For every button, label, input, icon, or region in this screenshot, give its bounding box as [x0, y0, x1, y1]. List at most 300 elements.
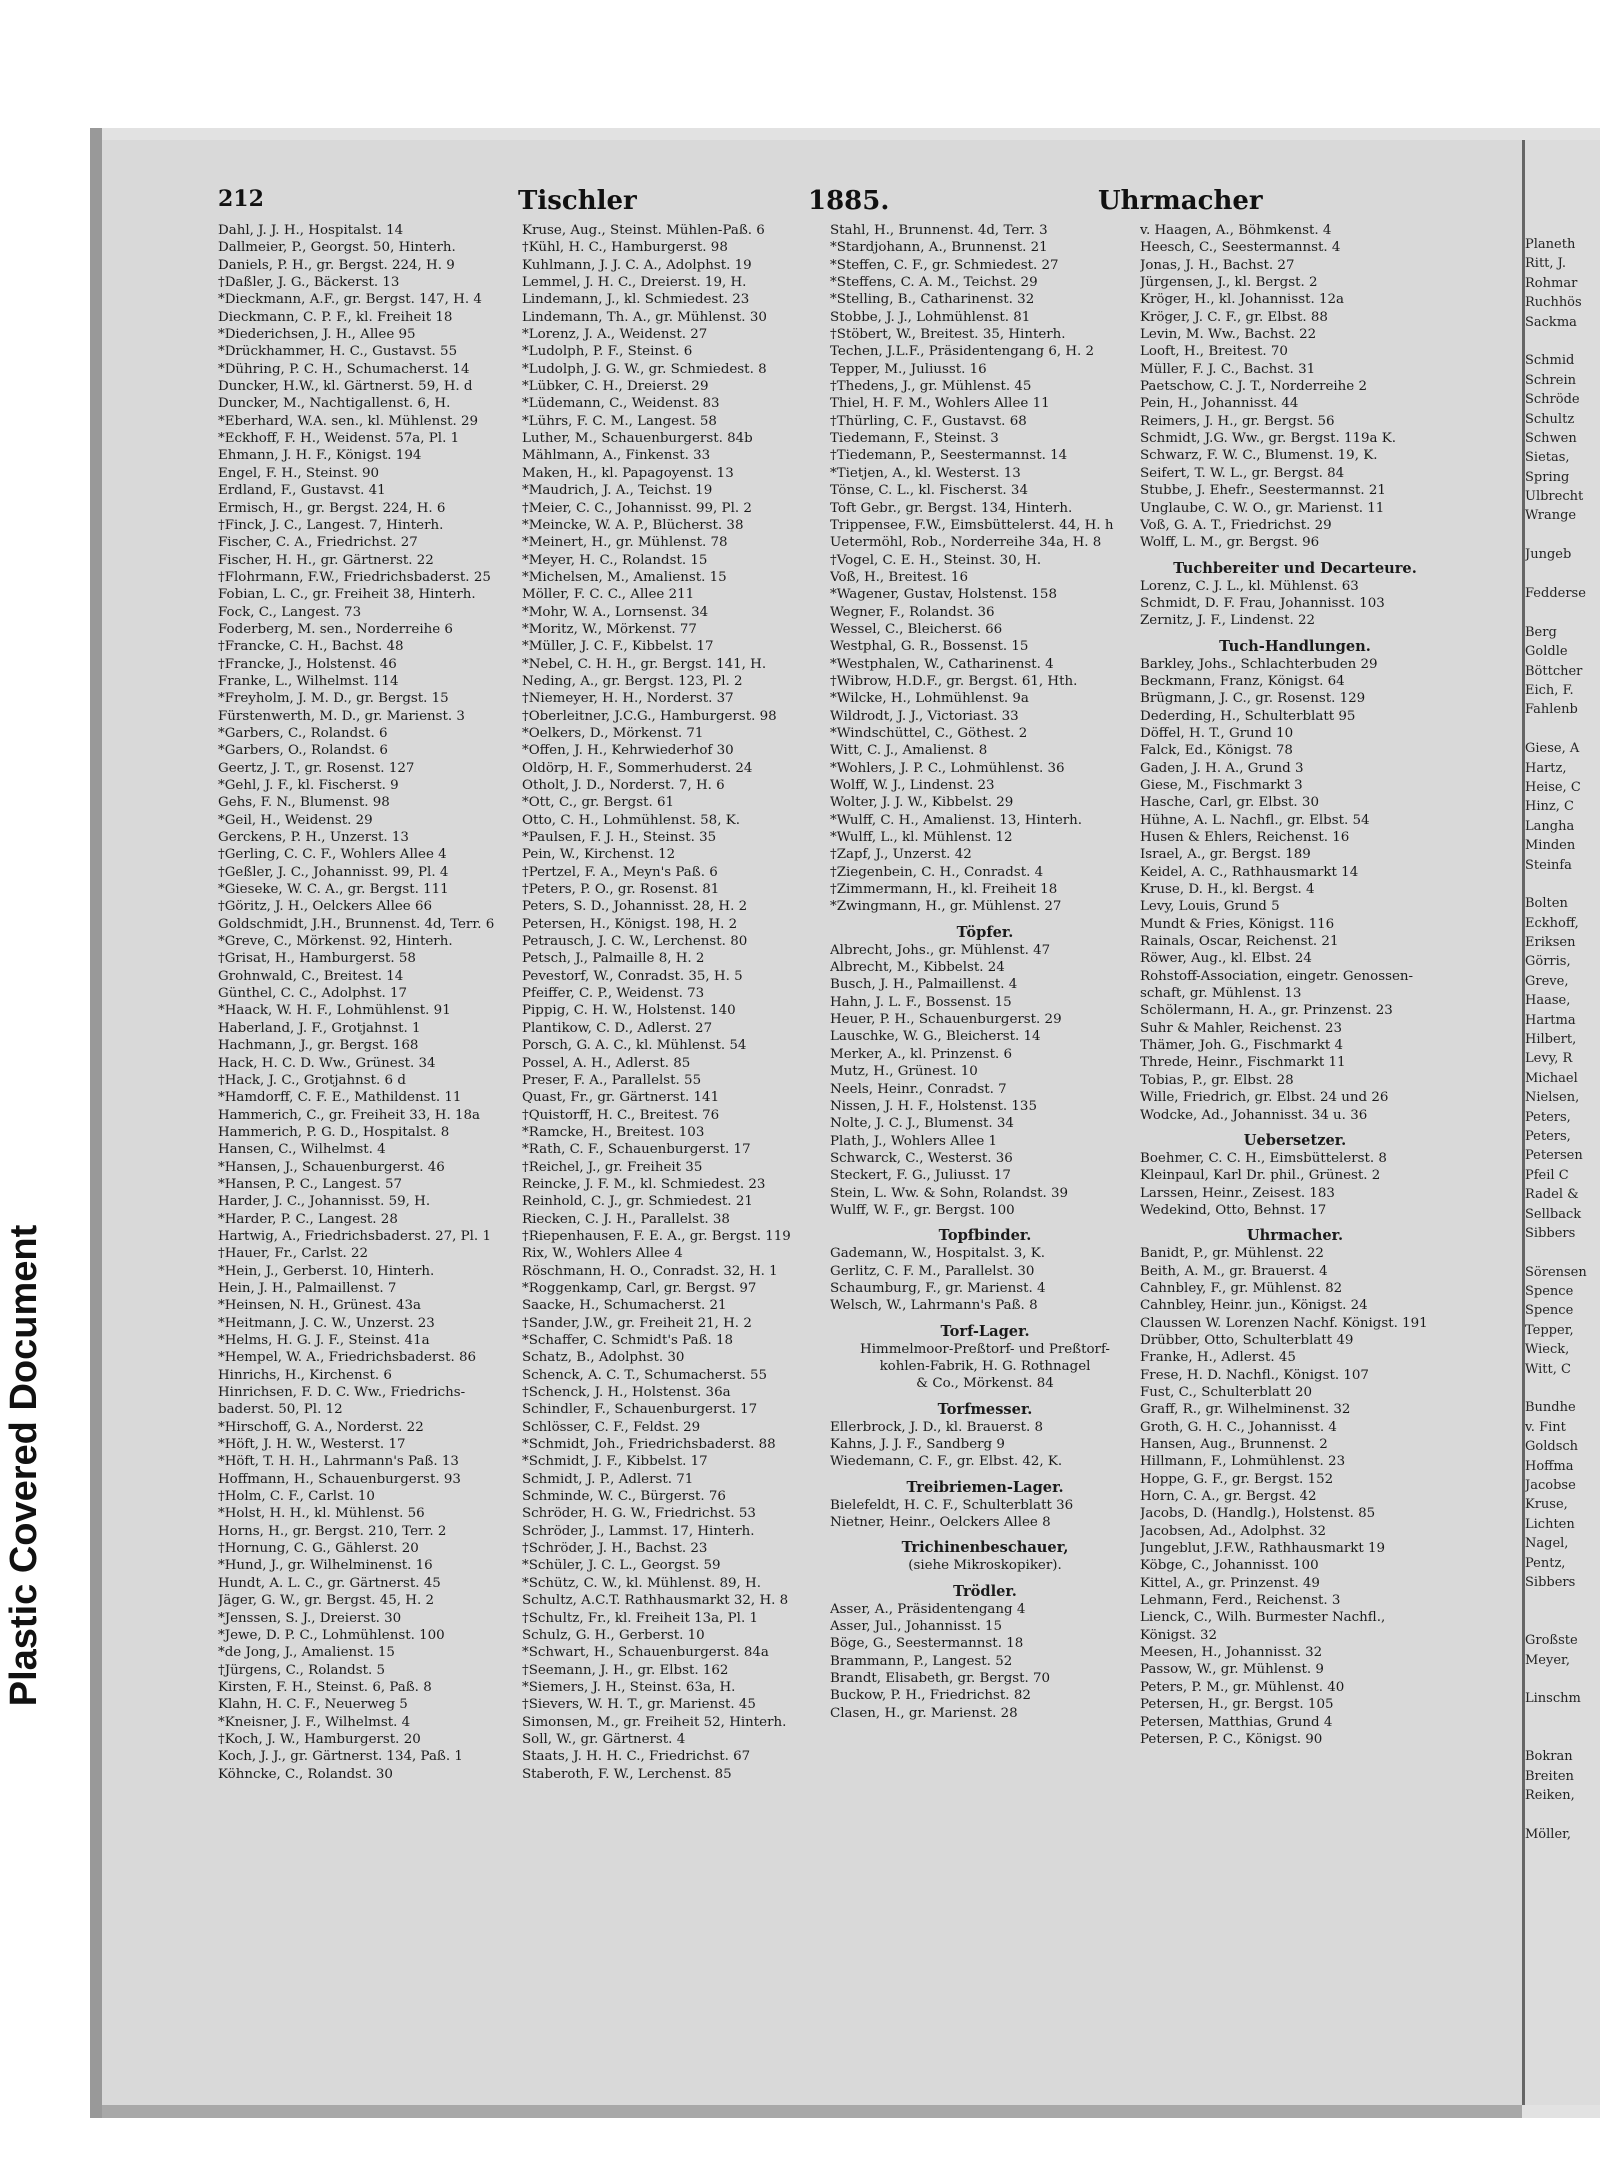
directory-entry: †Quistorff, H. C., Breitest. 76: [522, 1107, 720, 1123]
directory-entry: *Höft, T. H. H., Lahrmann's Paß. 13: [218, 1454, 459, 1470]
directory-entry: Techen, J.L.F., Präsidentengang 6, H. 2: [830, 344, 1095, 360]
strip-fragment: Eich, F.: [1525, 682, 1574, 698]
strip-fragment: Hoffma: [1525, 1458, 1574, 1474]
directory-entry: Gehs, F. N., Blumenst. 98: [218, 795, 390, 811]
directory-entry: *Helms, H. G. J. F., Steinst. 41a: [218, 1333, 430, 1348]
directory-entry: *Wilcke, H., Lohmühlenst. 9a: [830, 691, 1029, 707]
directory-entry: Lienck, C., Wilh. Burmester Nachfl.,: [1140, 1610, 1386, 1626]
strip-fragment: Schultz: [1525, 411, 1575, 427]
strip-fragment: Sackma: [1525, 314, 1577, 330]
directory-entry: Frese, H. D. Nachfl., Königst. 107: [1140, 1367, 1369, 1383]
directory-entry: Suhr & Mahler, Reichenst. 23: [1140, 1020, 1342, 1036]
directory-entry: †Hack, J. C., Grotjahnst. 6 d: [218, 1072, 406, 1088]
strip-fragment: Möller,: [1525, 1827, 1572, 1843]
strip-fragment: Lichten: [1525, 1516, 1575, 1532]
directory-entry: Mundt & Fries, Königst. 116: [1140, 916, 1335, 932]
directory-entry: *Jenssen, S. J., Dreierst. 30: [218, 1610, 402, 1626]
directory-entry: *Ludolph, J. G. W., gr. Schmiedest. 8: [522, 361, 767, 377]
directory-entry: Claussen W. Lorenzen Nachf. Königst. 191: [1140, 1315, 1428, 1331]
directory-entry: Barkley, Johs., Schlachterbuden 29: [1140, 656, 1378, 672]
directory-entry: †Holm, C. F., Carlst. 10: [218, 1489, 375, 1505]
directory-entry: Dederding, H., Schulterblatt 95: [1140, 708, 1356, 724]
directory-entry: Grohnwald, C., Breitest. 14: [218, 968, 404, 984]
directory-entry: Plantikow, C. D., Adlerst. 27: [522, 1020, 713, 1036]
directory-entry: Fock, C., Langest. 73: [218, 604, 362, 620]
directory-entry: *Schmidt, Joh., Friedrichsbaderst. 88: [522, 1437, 776, 1453]
directory-entry: Stobbe, J. J., Lohmühlenst. 81: [830, 309, 1031, 325]
directory-entry: *Dühring, P. C. H., Schumacherst. 14: [218, 361, 470, 377]
directory-entry: Petsch, J., Palmaille 8, H. 2: [522, 951, 705, 967]
directory-entry: *Wulff, L., kl. Mühlenst. 12: [830, 830, 1013, 846]
directory-entry: Goldschmidt, J.H., Brunnenst. 4d, Terr. 6: [218, 916, 495, 932]
side-label: [0, 1120, 53, 1810]
directory-entry: Oldörp, H. F., Sommerhuderst. 24: [522, 760, 753, 776]
directory-entry: Wiedemann, C. F., gr. Elbst. 42, K.: [830, 1454, 1063, 1470]
directory-entry: *Ott, C., gr. Bergst. 61: [522, 795, 675, 811]
page-shadow: [102, 2105, 1522, 2118]
strip-fragment: Ruchhös: [1525, 295, 1582, 311]
directory-entry: Clasen, H., gr. Marienst. 28: [830, 1705, 1018, 1721]
directory-entry: *Geil, H., Weidenst. 29: [218, 812, 373, 828]
strip-fragment: [1525, 875, 1600, 894]
directory-entry: Tobias, P., gr. Elbst. 28: [1140, 1072, 1294, 1088]
directory-entry: Toft Gebr., gr. Bergst. 134, Hinterh.: [830, 500, 1073, 516]
strip-fragment: Nielsen,: [1525, 1090, 1580, 1106]
section-heading: Uhrmacher.: [1246, 1227, 1344, 1245]
directory-entry: *Müller, J. C. F., Kibbelst. 17: [522, 639, 714, 655]
strip-fragment: Levy, R: [1525, 1051, 1573, 1067]
directory-entry: Rohstoff-Association, eingetr. Genossen-: [1140, 968, 1414, 984]
directory-entry: Beith, A. M., gr. Brauerst. 4: [1140, 1263, 1328, 1279]
strip-fragment: Wieck,: [1525, 1342, 1570, 1358]
directory-entry: Horns, H., gr. Bergst. 210, Terr. 2: [218, 1523, 447, 1539]
strip-fragment: Großste: [1525, 1633, 1578, 1649]
strip-fragment: Pfeil C: [1525, 1167, 1569, 1183]
strip-fragment: Radel &: [1525, 1187, 1579, 1203]
strip-fragment: Sörensen: [1525, 1264, 1587, 1280]
directory-entry: Schmidt, J.G. Ww., gr. Bergst. 119a K.: [1140, 431, 1397, 447]
directory-entry: Staberoth, F. W., Lerchenst. 85: [522, 1766, 732, 1782]
directory-entry: Riecken, C. J. H., Parallelst. 38: [522, 1211, 730, 1227]
directory-entry: Schultz, A.C.T. Rathhausmarkt 32, H. 8: [522, 1593, 789, 1609]
directory-entry: Tönse, C. L., kl. Fischerst. 34: [830, 483, 1028, 499]
strip-fragment: Kruse,: [1525, 1497, 1568, 1513]
header-year: 1885.: [808, 186, 890, 216]
directory-entry: Wulff, W. F., gr. Bergst. 100: [830, 1202, 1015, 1218]
directory-entry: Pein, W., Kirchenst. 12: [522, 847, 676, 863]
directory-entry: †Thedens, J., gr. Mühlenst. 45: [830, 379, 1032, 395]
directory-entry: Nissen, J. H. F., Holstenst. 135: [830, 1098, 1037, 1114]
directory-entry: Albrecht, Johs., gr. Mühlenst. 47: [830, 942, 1051, 958]
directory-entry: Schölermann, H. A., gr. Prinzenst. 23: [1140, 1003, 1393, 1019]
directory-entry: †Daßler, J. G., Bäckerst. 13: [218, 275, 400, 291]
directory-entry: *Windschüttel, C., Göthest. 2: [830, 725, 1028, 741]
directory-entry: *Schütz, C. W., kl. Mühlenst. 89, H.: [522, 1575, 761, 1591]
directory-entry: Kirsten, F. H., Steinst. 6, Paß. 8: [218, 1679, 432, 1695]
directory-entry: Königst. 32: [1140, 1627, 1217, 1643]
directory-entry: Plath, J., Wohlers Allee 1: [830, 1133, 998, 1149]
section-heading: Trödler.: [953, 1582, 1017, 1600]
directory-entry: Hundt, A. L. C., gr. Gärtnerst. 45: [218, 1575, 441, 1591]
directory-entry: Schröder, H. G. W., Friedrichst. 53: [522, 1506, 756, 1522]
directory-entry: Röwer, Aug., kl. Elbst. 24: [1140, 951, 1312, 967]
directory-entry: Pein, H., Johannisst. 44: [1140, 396, 1299, 412]
directory-entry: Lindemann, Th. A., gr. Mühlenst. 30: [522, 309, 767, 325]
directory-entry: Müller, F. J. C., Bachst. 31: [1140, 361, 1316, 377]
directory-entry: Köbge, C., Johannisst. 100: [1140, 1558, 1319, 1574]
directory-entry: Hoffmann, H., Schauenburgerst. 93: [218, 1471, 461, 1487]
directory-entry: *Offen, J. H., Kehrwiederhof 30: [522, 743, 734, 759]
directory-entry: Brammann, P., Langest. 52: [830, 1653, 1013, 1669]
directory-entry: *Schmidt, J. F., Kibbelst. 17: [522, 1454, 708, 1470]
section-heading: Treibriemen-Lager.: [906, 1478, 1064, 1496]
directory-entry: Lemmel, J. H. C., Dreierst. 19, H.: [522, 275, 747, 291]
directory-entry: *Greve, C., Mörkenst. 92, Hinterh.: [218, 934, 453, 950]
column-4: [1140, 222, 1450, 1748]
directory-entry: *Ramcke, H., Breitest. 103: [522, 1124, 705, 1140]
directory-entry: Ellerbrock, J. D., kl. Brauerst. 8: [830, 1419, 1044, 1435]
directory-entry: Jacobsen, Ad., Adolphst. 32: [1140, 1523, 1327, 1539]
strip-fragment: Berg: [1525, 624, 1557, 640]
directory-entry: Wedekind, Otto, Behnst. 17: [1140, 1202, 1327, 1218]
directory-entry: Falck, Ed., Königst. 78: [1140, 743, 1293, 759]
directory-entry: Maken, H., kl. Papagoyenst. 13: [522, 465, 734, 481]
directory-entry: *Eberhard, W.A. sen., kl. Mühlenst. 29: [218, 413, 479, 429]
section-heading: Torf-Lager.: [940, 1322, 1030, 1340]
strip-fragment: Witt, C: [1525, 1361, 1571, 1377]
directory-entry: Böge, G., Seestermannst. 18: [830, 1636, 1024, 1652]
directory-entry: *Maudrich, J. A., Teichst. 19: [522, 483, 713, 499]
directory-entry: Hillmann, F., Lohmühlenst. 23: [1140, 1454, 1346, 1470]
strip-fragment: Schrein: [1525, 372, 1576, 388]
directory-entry: *Stardjohann, A., Brunnenst. 21: [830, 240, 1048, 256]
strip-fragment: Bokran: [1525, 1749, 1573, 1765]
directory-entry: *Ludolph, P. F., Steinst. 6: [522, 344, 693, 360]
directory-entry: Köhncke, C., Rolandst. 30: [218, 1766, 393, 1782]
strip-fragment: [1525, 1670, 1600, 1689]
directory-entry: *Garbers, O., Rolandst. 6: [218, 743, 388, 759]
directory-entry: Larssen, Heinr., Zeisest. 183: [1140, 1185, 1335, 1201]
directory-entry: *Schaffer, C. Schmidt's Paß. 18: [522, 1333, 734, 1348]
directory-entry: Hammerich, P. G. D., Hospitalst. 8: [218, 1124, 450, 1140]
directory-entry: Threde, Heinr., Fischmarkt 11: [1140, 1055, 1346, 1071]
directory-entry: Otto, C. H., Lohmühlenst. 58, K.: [522, 812, 740, 828]
directory-entry: Brandt, Elisabeth, gr. Bergst. 70: [830, 1671, 1051, 1687]
directory-entry: †Finck, J. C., Langest. 7, Hinterh.: [218, 517, 444, 533]
directory-entry: Thiel, H. F. M., Wohlers Allee 11: [830, 396, 1050, 412]
directory-entry: *Wulff, C. H., Amalienst. 13, Hinterh.: [830, 812, 1083, 828]
directory-entry: Luther, M., Schauenburgerst. 84b: [522, 431, 753, 447]
directory-entry: Reimers, J. H., gr. Bergst. 56: [1140, 413, 1335, 429]
directory-entry: *Hamdorff, C. F. E., Mathildenst. 11: [218, 1090, 462, 1106]
directory-entry: *Drückhammer, H. C., Gustavst. 55: [218, 344, 458, 360]
directory-entry: Jungeblut, J.F.W., Rathhausmarkt 19: [1140, 1541, 1386, 1557]
directory-entry: Zernitz, J. F., Lindenst. 22: [1140, 613, 1316, 629]
directory-entry: Haberland, J. F., Grotjahnst. 1: [218, 1020, 421, 1036]
section-note: & Co., Mörkenst. 84: [916, 1376, 1054, 1392]
directory-entry: Hein, J. H., Palmaillenst. 7: [218, 1280, 397, 1296]
directory-entry: *Hansen, J., Schauenburgerst. 46: [218, 1159, 445, 1175]
strip-fragment: Haase,: [1525, 993, 1571, 1009]
directory-entry: Seifert, T. W. L., gr. Bergst. 84: [1140, 465, 1345, 481]
directory-entry: Steckert, F. G., Juliusst. 17: [830, 1168, 1011, 1184]
directory-entry: Jonas, J. H., Bachst. 27: [1140, 257, 1295, 273]
directory-entry: *Hempel, W. A., Friedrichsbaderst. 86: [218, 1350, 477, 1366]
directory-entry: Thämer, Joh. G., Fischmarkt 4: [1140, 1038, 1344, 1054]
directory-entry: Possel, A. H., Adlerst. 85: [522, 1055, 691, 1071]
section-heading: Trichinenbeschauer,: [901, 1539, 1069, 1557]
directory-entry: Kruse, Aug., Steinst. Mühlen-Paß. 6: [522, 223, 765, 238]
directory-entry: Pfeiffer, C. P., Weidenst. 73: [522, 986, 705, 1002]
directory-entry: Wille, Friedrich, gr. Elbst. 24 und 26: [1140, 1090, 1389, 1106]
directory-entry: †Meier, C. C., Johannisst. 99, Pl. 2: [522, 500, 752, 516]
directory-entry: *Steffen, C. F., gr. Schmiedest. 27: [830, 257, 1059, 273]
directory-entry: Foderberg, M. sen., Norderreihe 6: [218, 621, 453, 637]
directory-entry: Buckow, P. H., Friedrichst. 82: [830, 1688, 1031, 1704]
strip-fragment: Planeth: [1525, 237, 1576, 252]
directory-entry: †Riepenhausen, F. E. A., gr. Bergst. 119: [522, 1228, 791, 1244]
strip-fragment: Goldle: [1525, 644, 1568, 660]
directory-entry: Dallmeier, P., Georgst. 50, Hinterh.: [218, 240, 456, 256]
column-1: [218, 222, 528, 1783]
next-page-strip: [1525, 140, 1600, 2105]
section-note: kohlen-Fabrik, H. G. Rothnagel: [879, 1358, 1091, 1374]
directory-entry: Tepper, M., Juliusst. 16: [830, 361, 987, 377]
directory-entry: Mählmann, A., Finkenst. 33: [522, 448, 711, 464]
directory-entry: †Sievers, W. H. T., gr. Marienst. 45: [522, 1697, 756, 1713]
section-heading: Tuch-Handlungen.: [1219, 637, 1371, 655]
directory-entry: Nolte, J. C. J., Blumenst. 34: [830, 1116, 1014, 1132]
directory-entry: *Tietjen, A., kl. Westerst. 13: [830, 465, 1021, 481]
directory-entry: *Wagener, Gustav, Holstenst. 158: [830, 587, 1057, 603]
directory-entry: *Holst, H. H., kl. Mühlenst. 56: [218, 1506, 425, 1522]
header-right-title: Uhrmacher: [1098, 186, 1263, 216]
directory-entry: Rainals, Oscar, Reichenst. 21: [1140, 934, 1339, 950]
directory-entry: †Grisat, H., Hamburgerst. 58: [218, 951, 416, 967]
directory-entry: Graff, R., gr. Wilhelminenst. 32: [1140, 1402, 1351, 1418]
strip-fragment: Peters,: [1525, 1109, 1571, 1125]
directory-entry: Günthel, C. C., Adolphst. 17: [218, 986, 408, 1002]
directory-entry: *Zwingmann, H., gr. Mühlenst. 27: [830, 899, 1062, 915]
directory-entry: *Höft, J. H. W., Westerst. 17: [218, 1437, 406, 1453]
directory-entry: Otholt, J. D., Norderst. 7, H. 6: [522, 778, 725, 793]
strip-fragment: Eckhoff,: [1525, 915, 1579, 931]
section-heading: Uebersetzer.: [1243, 1131, 1347, 1149]
directory-entry: Boehmer, C. C. H., Eimsbüttelerst. 8: [1140, 1150, 1387, 1166]
directory-entry: Peters, P. M., gr. Mühlenst. 40: [1140, 1679, 1345, 1695]
directory-entry: *Lührs, F. C. M., Langest. 58: [522, 413, 717, 429]
section-heading: Tuchbereiter und Decarteure.: [1173, 559, 1417, 577]
page-header: [218, 186, 1448, 216]
strip-fragment: Fahlenb: [1525, 702, 1578, 718]
directory-entry: Reincke, J. F. M., kl. Schmiedest. 23: [522, 1176, 766, 1192]
directory-entry: Geertz, J. T., gr. Rosenst. 127: [218, 760, 415, 776]
strip-fragment: Giese, A: [1525, 741, 1580, 757]
directory-entry: †Schultz, Fr., kl. Freiheit 13a, Pl. 1: [522, 1610, 758, 1626]
directory-entry: Heuer, P. H., Schauenburgerst. 29: [830, 1012, 1062, 1028]
section-heading: Topfbinder.: [938, 1227, 1032, 1245]
strip-fragment: Wrange: [1525, 508, 1577, 524]
strip-fragment: Minden: [1525, 838, 1576, 854]
directory-entry: Mutz, H., Grünest. 10: [830, 1064, 978, 1080]
directory-entry: Fischer, C. A., Friedrichst. 27: [218, 535, 418, 551]
directory-entry: Albrecht, M., Kibbelst. 24: [830, 960, 1005, 976]
directory-entry: *Freyholm, J. M. D., gr. Bergst. 15: [218, 691, 449, 707]
directory-entry: Schwarz, F. W. C., Blumenst. 19, K.: [1140, 448, 1378, 464]
directory-entry: *Schüler, J. C. L., Georgst. 59: [522, 1558, 721, 1574]
directory-entry: †Schröder, J. H., Bachst. 23: [522, 1541, 708, 1557]
directory-entry: Hammerich, C., gr. Freiheit 33, H. 18a: [218, 1107, 480, 1123]
strip-fragment: Böttcher: [1525, 663, 1583, 679]
strip-fragment: [1525, 720, 1600, 739]
directory-entry: Bielefeldt, H. C. F., Schulterblatt 36: [830, 1497, 1074, 1513]
directory-entry: †Francke, J., Holstenst. 46: [218, 656, 397, 672]
directory-entry: Simonsen, M., gr. Freiheit 52, Hinterh.: [522, 1714, 787, 1730]
directory-entry: Cahnbley, Heinr. jun., Königst. 24: [1140, 1298, 1368, 1314]
directory-entry: baderst. 50, Pl. 12: [218, 1402, 343, 1418]
directory-entry: †Hauer, Fr., Carlst. 22: [218, 1246, 369, 1262]
directory-entry: †Zapf, J., Unzerst. 42: [830, 847, 972, 863]
directory-entry: Schulz, G. H., Gerberst. 10: [522, 1627, 705, 1643]
strip-fragment: [1525, 332, 1600, 351]
directory-entry: Wegner, F., Rolandst. 36: [830, 604, 995, 620]
directory-entry: *Lüdemann, C., Weidenst. 83: [522, 396, 720, 412]
directory-entry: †Jürgens, C., Rolandst. 5: [218, 1662, 386, 1678]
strip-fragment: Hilbert,: [1525, 1032, 1577, 1048]
directory-entry: v. Haagen, A., Böhmkenst. 4: [1140, 223, 1332, 238]
directory-entry: *Lübker, C. H., Dreierst. 29: [522, 379, 709, 395]
strip-fragment: Sibbers: [1525, 1225, 1576, 1241]
page-number: 212: [218, 186, 264, 212]
directory-entry: Porsch, G. A. C., kl. Mühlenst. 54: [522, 1038, 747, 1054]
directory-entry: *Wohlers, J. P. C., Lohmühlenst. 36: [830, 760, 1065, 776]
directory-entry: Petersen, P. C., Königst. 90: [1140, 1731, 1323, 1747]
directory-entry: Fust, C., Schulterblatt 20: [1140, 1384, 1313, 1400]
directory-entry: Fischer, H. H., gr. Gärtnerst. 22: [218, 552, 434, 568]
directory-entry: Soll, W., gr. Gärtnerst. 4: [522, 1731, 686, 1747]
directory-entry: Hasche, Carl, gr. Elbst. 30: [1140, 795, 1319, 811]
directory-entry: †Tiedemann, P., Seestermannst. 14: [830, 448, 1068, 464]
directory-entry: Döffel, H. T., Grund 10: [1140, 725, 1294, 741]
strip-fragment: Tepper,: [1525, 1322, 1574, 1338]
directory-entry: Levin, M. Ww., Bachst. 22: [1140, 327, 1317, 343]
directory-entry: Franke, H., Adlerst. 45: [1140, 1350, 1296, 1366]
directory-entry: *Gieseke, W. C. A., gr. Bergst. 111: [218, 882, 449, 898]
directory-entry: *Kneisner, J. F., Wilhelmst. 4: [218, 1714, 411, 1730]
directory-entry: *de Jong, J., Amalienst. 15: [218, 1645, 395, 1661]
section-heading: Töpfer.: [956, 923, 1014, 941]
strip-fragment: [1525, 1806, 1600, 1825]
strip-fragment: Görris,: [1525, 954, 1571, 970]
strip-fragment: Bolten: [1525, 896, 1568, 912]
strip-fragment: Fedderse: [1525, 586, 1586, 602]
directory-entry: Wolff, W. J., Lindenst. 23: [830, 778, 995, 793]
strip-fragment: Sibbers: [1525, 1574, 1576, 1590]
directory-entry: Hartwig, A., Friedrichsbaderst. 27, Pl. 1: [218, 1228, 491, 1244]
directory-entry: Asser, Jul., Johannisst. 15: [830, 1619, 1003, 1635]
directory-entry: Dahl, J. J. H., Hospitalst. 14: [218, 223, 404, 238]
section-note: (siehe Mikroskopiker).: [908, 1558, 1062, 1574]
directory-entry: *Heitmann, J. C. W., Unzerst. 23: [218, 1315, 435, 1331]
directory-entry: Merker, A., kl. Prinzenst. 6: [830, 1046, 1013, 1062]
directory-entry: †Geßler, J. C., Johannisst. 99, Pl. 4: [218, 864, 449, 880]
directory-entry: Looft, H., Breitest. 70: [1140, 344, 1288, 360]
directory-entry: *Heinsen, N. H., Grünest. 43a: [218, 1298, 422, 1314]
strip-fragment: Ritt, J.: [1525, 256, 1566, 272]
directory-entry: Voß, G. A. T., Friedrichst. 29: [1140, 517, 1332, 533]
directory-entry: Tiedemann, F., Steinst. 3: [830, 431, 999, 447]
directory-entry: Levy, Louis, Grund 5: [1140, 899, 1280, 915]
directory-entry: *Diederichsen, J. H., Allee 95: [218, 327, 416, 343]
directory-entry: †Schenck, J. H., Holstenst. 36a: [522, 1385, 731, 1401]
strip-fragment: Jungeb: [1525, 547, 1572, 563]
directory-entry: Schaumburg, F., gr. Marienst. 4: [830, 1280, 1046, 1296]
directory-entry: Kuhlmann, J. J. C. A., Adolphst. 19: [522, 257, 752, 273]
directory-entry: Israel, A., gr. Bergst. 189: [1140, 847, 1311, 863]
directory-entry: *Hein, J., Gerberst. 10, Hinterh.: [218, 1263, 435, 1279]
strip-fragment: Reiken,: [1525, 1788, 1575, 1804]
directory-entry: †Vogel, C. E. H., Steinst. 30, H.: [830, 552, 1042, 568]
directory-entry: Kleinpaul, Karl Dr. phil., Grünest. 2: [1140, 1168, 1381, 1184]
directory-entry: Quast, Fr., gr. Gärtnerst. 141: [522, 1090, 720, 1106]
directory-entry: *Rath, C. F., Schauenburgerst. 17: [522, 1142, 751, 1158]
strip-fragment: Spence: [1525, 1284, 1574, 1300]
directory-entry: *Moritz, W., Mörkenst. 77: [522, 621, 697, 637]
directory-entry: †Stöbert, W., Breitest. 35, Hinterh.: [830, 327, 1066, 343]
directory-entry: *Garbers, C., Rolandst. 6: [218, 725, 388, 741]
directory-entry: *Schwart, H., Schauenburgerst. 84a: [522, 1645, 769, 1661]
directory-entry: Preser, F. A., Parallelst. 55: [522, 1072, 702, 1088]
strip-fragment: Spring: [1525, 469, 1570, 485]
directory-entry: *Meinert, H., gr. Mühlenst. 78: [522, 535, 728, 551]
strip-fragment: Schmid: [1525, 353, 1575, 369]
directory-entry: Hahn, J. L. F., Bossenst. 15: [830, 994, 1012, 1010]
directory-entry: Lauschke, W. G., Bleicherst. 14: [830, 1029, 1041, 1045]
directory-entry: *Mohr, W. A., Lornsenst. 34: [522, 604, 709, 620]
directory-entry: Trippensee, F.W., Eimsbüttelerst. 44, H. h: [830, 517, 1114, 533]
directory-entry: Schatz, B., Adolphst. 30: [522, 1350, 685, 1366]
directory-entry: Asser, A., Präsidentengang 4: [830, 1601, 1026, 1617]
directory-entry: Neding, A., gr. Bergst. 123, Pl. 2: [522, 673, 743, 689]
strip-fragment: Breiten: [1525, 1768, 1574, 1784]
strip-fragment: Langha: [1525, 818, 1575, 834]
directory-entry: *Stelling, B., Catharinenst. 32: [830, 292, 1035, 308]
directory-entry: Kröger, J. C. F., gr. Elbst. 88: [1140, 309, 1328, 325]
directory-entry: Kruse, D. H., kl. Bergst. 4: [1140, 882, 1315, 898]
directory-entry: *Steffens, C. A. M., Teichst. 29: [830, 275, 1038, 291]
directory-entry: Engel, F. H., Steinst. 90: [218, 465, 380, 481]
directory-entry: †Ziegenbein, C. H., Conradst. 4: [830, 864, 1044, 880]
column-2: [522, 222, 832, 1783]
strip-fragment: v. Fint: [1525, 1419, 1566, 1435]
directory-entry: Hinrichsen, F. D. C. Ww., Friedrichs-: [218, 1385, 466, 1401]
directory-entry: Welsch, W., Lahrmann's Paß. 8: [830, 1298, 1038, 1314]
directory-entry: Jäger, G. W., gr. Bergst. 45, H. 2: [218, 1593, 434, 1609]
strip-fragment: [1525, 526, 1600, 545]
directory-entry: Fürstenwerth, M. D., gr. Marienst. 3: [218, 708, 465, 724]
directory-entry: Petersen, H., Königst. 198, H. 2: [522, 916, 738, 932]
directory-entry: Lindemann, J., kl. Schmiedest. 23: [522, 292, 750, 308]
directory-entry: Hinrichs, H., Kirchenst. 6: [218, 1367, 392, 1383]
strip-fragment: Hinz, C: [1525, 799, 1574, 815]
directory-entry: Peters, S. D., Johannisst. 28, H. 2: [522, 899, 748, 915]
directory-entry: Stahl, H., Brunnenst. 4d, Terr. 3: [830, 223, 1048, 238]
directory-entry: †Pertzel, F. A., Meyn's Paß. 6: [522, 864, 718, 880]
directory-entry: Koch, J. J., gr. Gärtnerst. 134, Paß. 1: [218, 1749, 463, 1765]
directory-entry: †Thürling, C. F., Gustavst. 68: [830, 413, 1027, 429]
directory-entry: Hachmann, J., gr. Bergst. 168: [218, 1038, 419, 1054]
directory-entry: *Lorenz, J. A., Weidenst. 27: [522, 327, 708, 343]
